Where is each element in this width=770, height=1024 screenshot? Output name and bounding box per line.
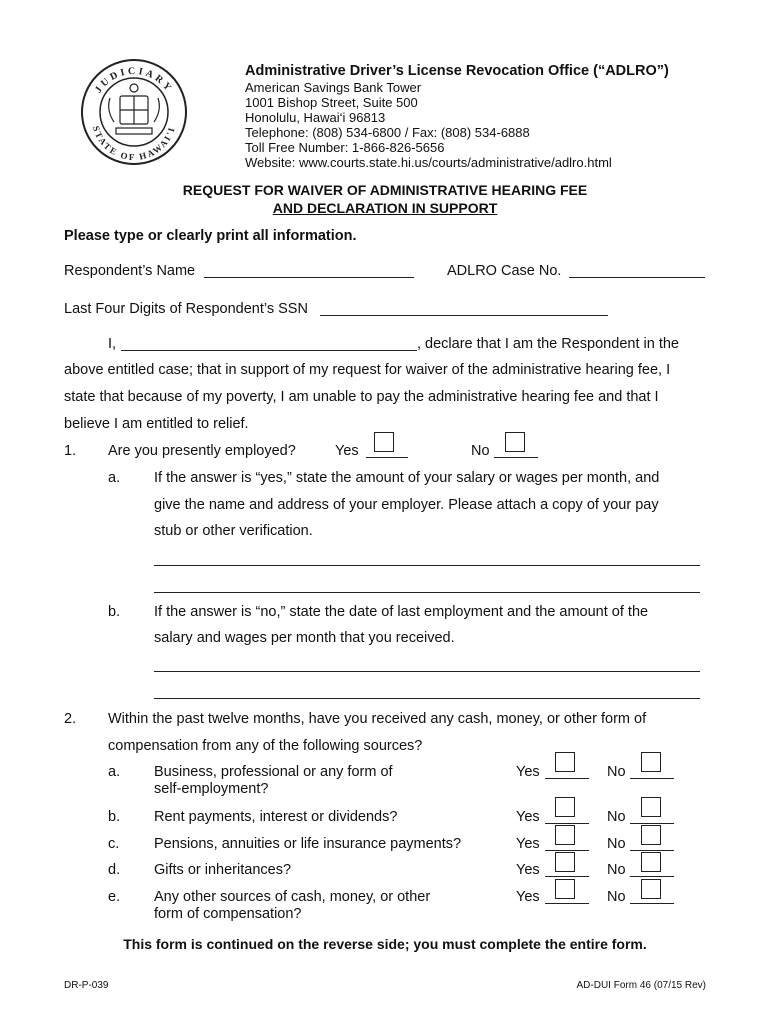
continued-notice: This form is continued on the reverse side; you must complete the entire form. xyxy=(123,936,647,952)
q2c-yes-checkbox[interactable] xyxy=(555,825,575,845)
q1a-line1: If the answer is “yes,” state the amount of your salary or wages per month, and xyxy=(154,470,660,486)
q2a-yes-label: Yes xyxy=(516,764,540,780)
q1b-label: b. xyxy=(108,604,121,620)
q2b-no-checkbox[interactable] xyxy=(641,797,661,817)
office-tollfree: Toll Free Number: 1-866-826-5656 xyxy=(245,140,445,155)
footer-form-revision: AD-DUI Form 46 (07/15 Rev) xyxy=(576,980,706,991)
q2c-no-checkbox[interactable] xyxy=(641,825,661,845)
declaration-rest1: , declare that I am the Respondent in the xyxy=(417,336,679,352)
q2d-no-underline xyxy=(630,876,674,877)
seal-shield-icon xyxy=(109,84,160,134)
ssn-label: Last Four Digits of Respondent’s SSN xyxy=(64,301,308,317)
q2a-text2: self-employment? xyxy=(154,781,269,797)
form-title-line2: AND DECLARATION IN SUPPORT xyxy=(272,200,498,216)
q2b-label: b. xyxy=(108,809,121,825)
q1b-answer-line-2[interactable] xyxy=(154,698,700,699)
office-city: Honolulu, Hawai‘i 96813 xyxy=(245,110,386,125)
q2c-no-label: No xyxy=(607,836,626,852)
q2d-no-label: No xyxy=(607,862,626,878)
q2d-label: d. xyxy=(108,862,121,878)
respondent-name-label: Respondent’s Name xyxy=(64,263,196,279)
q2e-yes-checkbox[interactable] xyxy=(555,879,575,899)
svg-text:JUDICIARY xyxy=(93,66,175,95)
q2e-yes-label: Yes xyxy=(516,889,540,905)
q1a-line3: stub or other verification. xyxy=(154,523,313,539)
svg-text:STATE OF HAWAI'I xyxy=(91,125,177,162)
footer-form-code: DR-P-039 xyxy=(64,980,109,991)
q2c-yes-underline xyxy=(545,850,589,851)
q2d-yes-checkbox[interactable] xyxy=(555,852,575,872)
q2b-no-label: No xyxy=(607,809,626,825)
q1-no-label: No xyxy=(471,443,490,459)
q2-line1: Within the past twelve months, have you received any cash, money, or other form of xyxy=(108,711,647,727)
q1b-line2: salary and wages per month that you received. xyxy=(154,630,455,646)
office-header xyxy=(245,64,669,170)
q1-text: Are you presently employed? xyxy=(108,443,296,459)
case-no-field[interactable] xyxy=(569,277,705,278)
form-title-line1: REQUEST FOR WAIVER OF ADMINISTRATIVE HEARING FEE xyxy=(182,182,588,198)
q1b-line1: If the answer is “no,” state the date of last employment and the amount of the xyxy=(154,604,649,620)
office-building: American Savings Bank Tower xyxy=(245,80,422,95)
ssn-field[interactable] xyxy=(320,315,608,316)
case-no-label: ADLRO Case No. xyxy=(447,263,562,279)
q2e-text1: Any other sources of cash, money, or other xyxy=(154,889,431,905)
judiciary-seal xyxy=(80,58,188,166)
declaration-line3: state that because of my poverty, I am unable to pay the administrative hearing fee and that I xyxy=(64,389,659,405)
q2a-yes-underline xyxy=(545,778,589,779)
q2e-yes-underline xyxy=(545,903,589,904)
q2b-yes-label: Yes xyxy=(516,809,540,825)
q2b-text1: Rent payments, interest or dividends? xyxy=(154,809,398,825)
q1-yes-label: Yes xyxy=(335,443,359,459)
q2d-no-checkbox[interactable] xyxy=(641,852,661,872)
office-name: Administrative Driver’s License Revocation Office (“ADLRO”) xyxy=(245,63,669,79)
q2b-no-underline xyxy=(630,823,674,824)
q2d-text1: Gifts or inheritances? xyxy=(154,862,292,878)
q2d-yes-underline xyxy=(545,876,589,877)
q2a-no-label: No xyxy=(607,764,626,780)
office-website: Website: www.courts.state.hi.us/courts/administrative/adlro.html xyxy=(245,155,612,170)
q2e-label: e. xyxy=(108,889,121,905)
q2c-text1: Pensions, annuities or life insurance payments? xyxy=(154,836,462,852)
q1b-answer-line-1[interactable] xyxy=(154,671,700,672)
q1-no-underline xyxy=(494,457,538,458)
q1-no-checkbox[interactable] xyxy=(505,432,525,452)
seal-bottom-text: STATE OF HAWAI'I xyxy=(90,124,178,163)
q2a-yes-checkbox[interactable] xyxy=(555,752,575,772)
q2e-no-checkbox[interactable] xyxy=(641,879,661,899)
declarant-name-field[interactable] xyxy=(121,350,417,351)
q2a-text1: Business, professional or any form of xyxy=(154,764,393,780)
q2e-no-label: No xyxy=(607,889,626,905)
q2e-no-underline xyxy=(630,903,674,904)
declaration-line4: believe I am entitled to relief. xyxy=(64,416,249,432)
declaration-line2: above entitled case; that in support of my request for waiver of the administrative hearing fee, I xyxy=(64,362,671,378)
q2-number: 2. xyxy=(64,711,77,727)
q1a-line2: give the name and address of your employer. Please attach a copy of your pay xyxy=(154,497,659,513)
q2d-yes-label: Yes xyxy=(516,862,540,878)
q1a-label: a. xyxy=(108,470,121,486)
declaration-i: I, xyxy=(108,336,117,352)
q1-number: 1. xyxy=(64,443,77,459)
q2-line2: compensation from any of the following sources? xyxy=(108,738,423,754)
q1a-answer-line-1[interactable] xyxy=(154,565,700,566)
q2b-yes-underline xyxy=(545,823,589,824)
office-phone: Telephone: (808) 534-6800 / Fax: (808) 534-6888 xyxy=(245,125,530,140)
q1a-answer-line-2[interactable] xyxy=(154,592,700,593)
q2a-no-underline xyxy=(630,778,674,779)
respondent-name-field[interactable] xyxy=(204,277,414,278)
q2a-label: a. xyxy=(108,764,121,780)
q2c-yes-label: Yes xyxy=(516,836,540,852)
office-street: 1001 Bishop Street, Suite 500 xyxy=(245,95,418,110)
q1-yes-checkbox[interactable] xyxy=(374,432,394,452)
q2c-no-underline xyxy=(630,850,674,851)
q1-yes-underline xyxy=(366,457,408,458)
q2e-text2: form of compensation? xyxy=(154,906,302,922)
seal-top-text: JUDICIARY xyxy=(92,65,176,96)
q2c-label: c. xyxy=(108,836,120,852)
q2a-no-checkbox[interactable] xyxy=(641,752,661,772)
q2b-yes-checkbox[interactable] xyxy=(555,797,575,817)
instructions: Please type or clearly print all information. xyxy=(64,228,357,244)
